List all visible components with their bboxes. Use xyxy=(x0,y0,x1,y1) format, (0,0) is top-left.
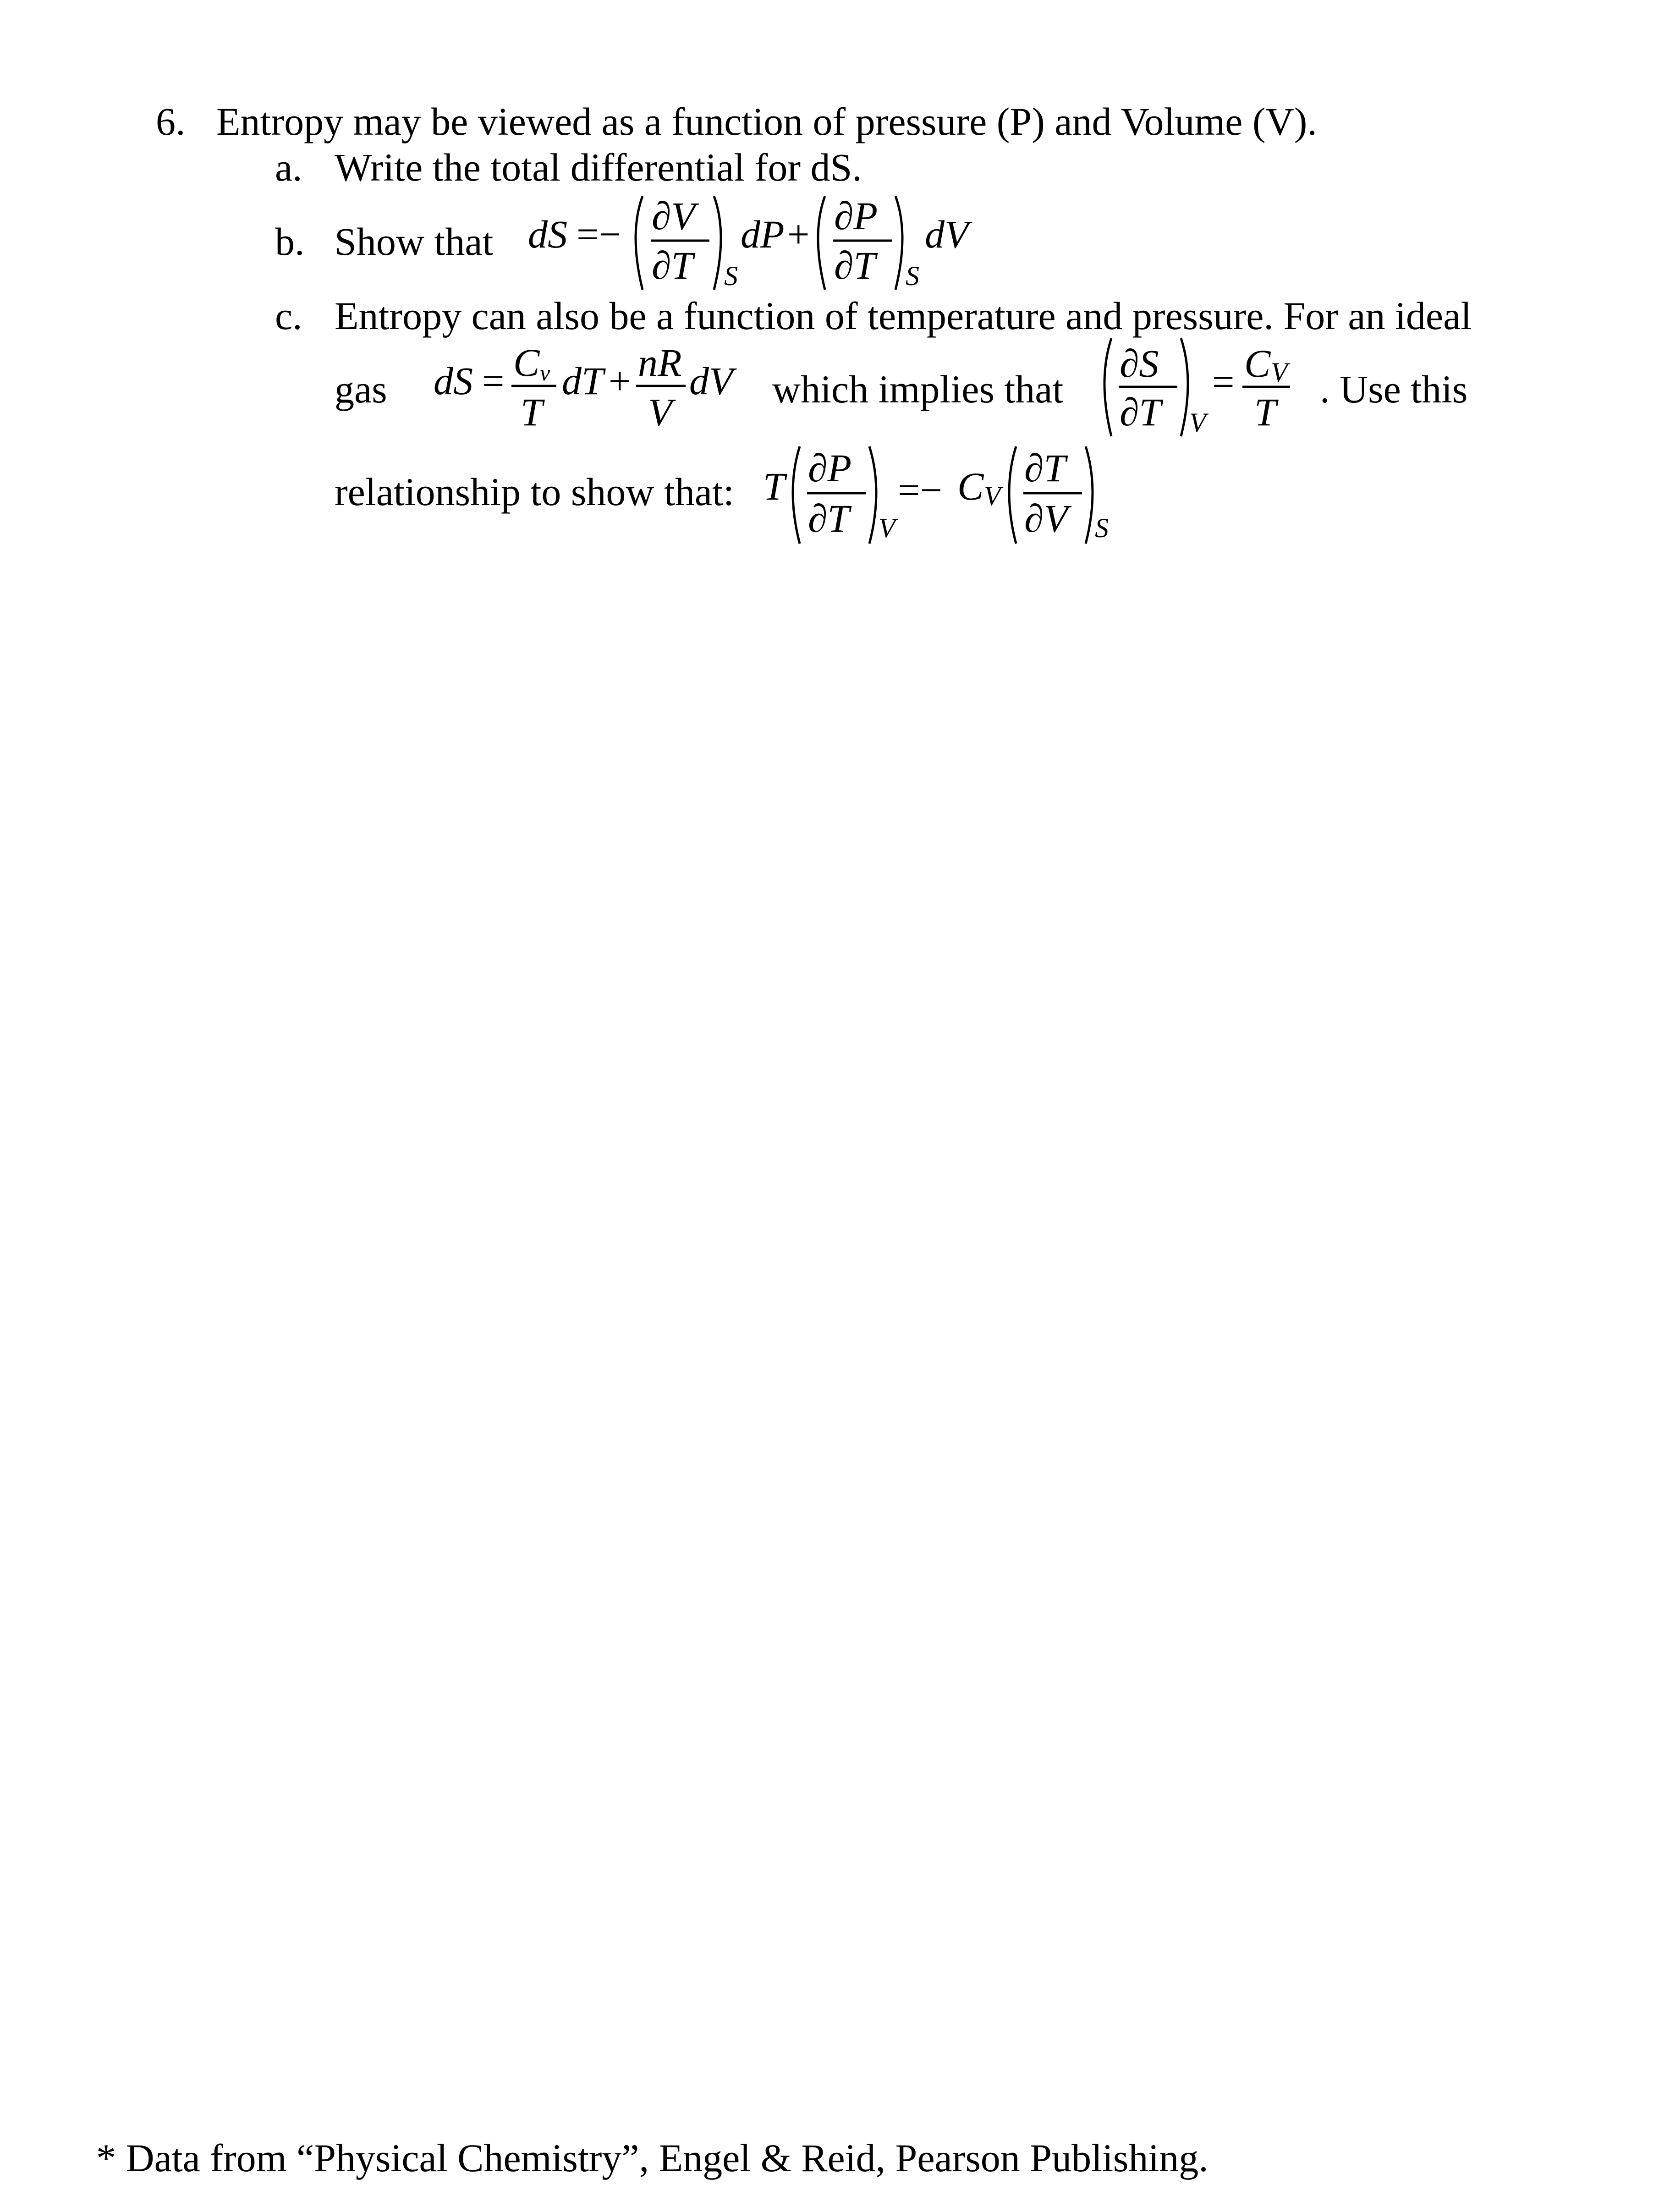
svg-text:dS: dS xyxy=(434,359,473,403)
svg-text:+: + xyxy=(787,212,810,256)
svg-text:∂V: ∂V xyxy=(652,194,696,238)
part-c-marker: c. xyxy=(275,294,302,338)
svg-text:dT: dT xyxy=(562,359,604,403)
question-stem: Entropy may be viewed as a function of pressure (P) and Volume (V). xyxy=(216,99,1317,143)
part-b-equation xyxy=(522,183,1027,293)
part-c-equation-cv xyxy=(1098,325,1318,440)
part-a-text: Write the total differential for dS. xyxy=(335,145,862,189)
svg-text:T: T xyxy=(1254,390,1276,434)
part-c-implies-text: which implies that xyxy=(772,367,1064,411)
svg-text:=: = xyxy=(1212,360,1235,404)
part-c-equation-ds xyxy=(426,330,756,440)
part-c-gas-label: gas xyxy=(335,367,387,411)
footnote: * Data from “Physical Chemistry”, Engel & Reid, Pearson Publishing. xyxy=(96,2136,1209,2180)
svg-text:dP: dP xyxy=(741,212,785,256)
svg-text:C: C xyxy=(1244,341,1271,385)
svg-text:∂V: ∂V xyxy=(1024,496,1068,540)
part-c-use-this-text: . Use this xyxy=(1320,367,1468,411)
svg-text:S: S xyxy=(724,261,738,291)
svg-text:V: V xyxy=(1189,407,1206,438)
svg-text:nR: nR xyxy=(638,341,682,385)
svg-text:dS: dS xyxy=(528,212,567,256)
part-c-equation-final xyxy=(754,435,1130,550)
svg-text:+: + xyxy=(609,359,631,403)
svg-text:∂T: ∂T xyxy=(1120,390,1161,434)
svg-text:∂T: ∂T xyxy=(652,243,693,287)
svg-text:v: v xyxy=(540,360,550,385)
svg-text:∂P: ∂P xyxy=(834,194,878,238)
svg-text:V: V xyxy=(648,390,672,434)
svg-text:C: C xyxy=(513,341,540,385)
svg-text:∂T: ∂T xyxy=(1024,446,1066,490)
svg-text:V: V xyxy=(1271,357,1288,387)
svg-text:S: S xyxy=(1095,513,1109,543)
svg-text:S: S xyxy=(906,261,919,291)
svg-text:T: T xyxy=(763,464,785,508)
svg-text:V: V xyxy=(879,513,895,543)
question-number: 6. xyxy=(156,99,186,143)
part-b-marker: b. xyxy=(275,220,305,264)
svg-text:∂T: ∂T xyxy=(808,496,850,540)
part-c-line3: relationship to show that: xyxy=(335,470,734,514)
svg-text:∂S: ∂S xyxy=(1120,341,1159,385)
part-b-lead: Show that xyxy=(335,220,494,264)
svg-text:dV: dV xyxy=(925,212,969,256)
svg-text:=: = xyxy=(482,359,505,403)
svg-text:=−: =− xyxy=(898,468,943,512)
svg-text:∂T: ∂T xyxy=(834,243,876,287)
svg-text:∂P: ∂P xyxy=(808,446,852,490)
svg-text:T: T xyxy=(521,390,543,434)
svg-text:dV: dV xyxy=(689,359,733,403)
svg-text:C: C xyxy=(957,464,984,508)
svg-text:=−: =− xyxy=(577,212,621,256)
part-a-marker: a. xyxy=(275,145,302,189)
part-c-line1: Entropy can also be a function of temperature and pressure. For an ideal xyxy=(335,294,1472,338)
svg-text:V: V xyxy=(984,481,1001,511)
